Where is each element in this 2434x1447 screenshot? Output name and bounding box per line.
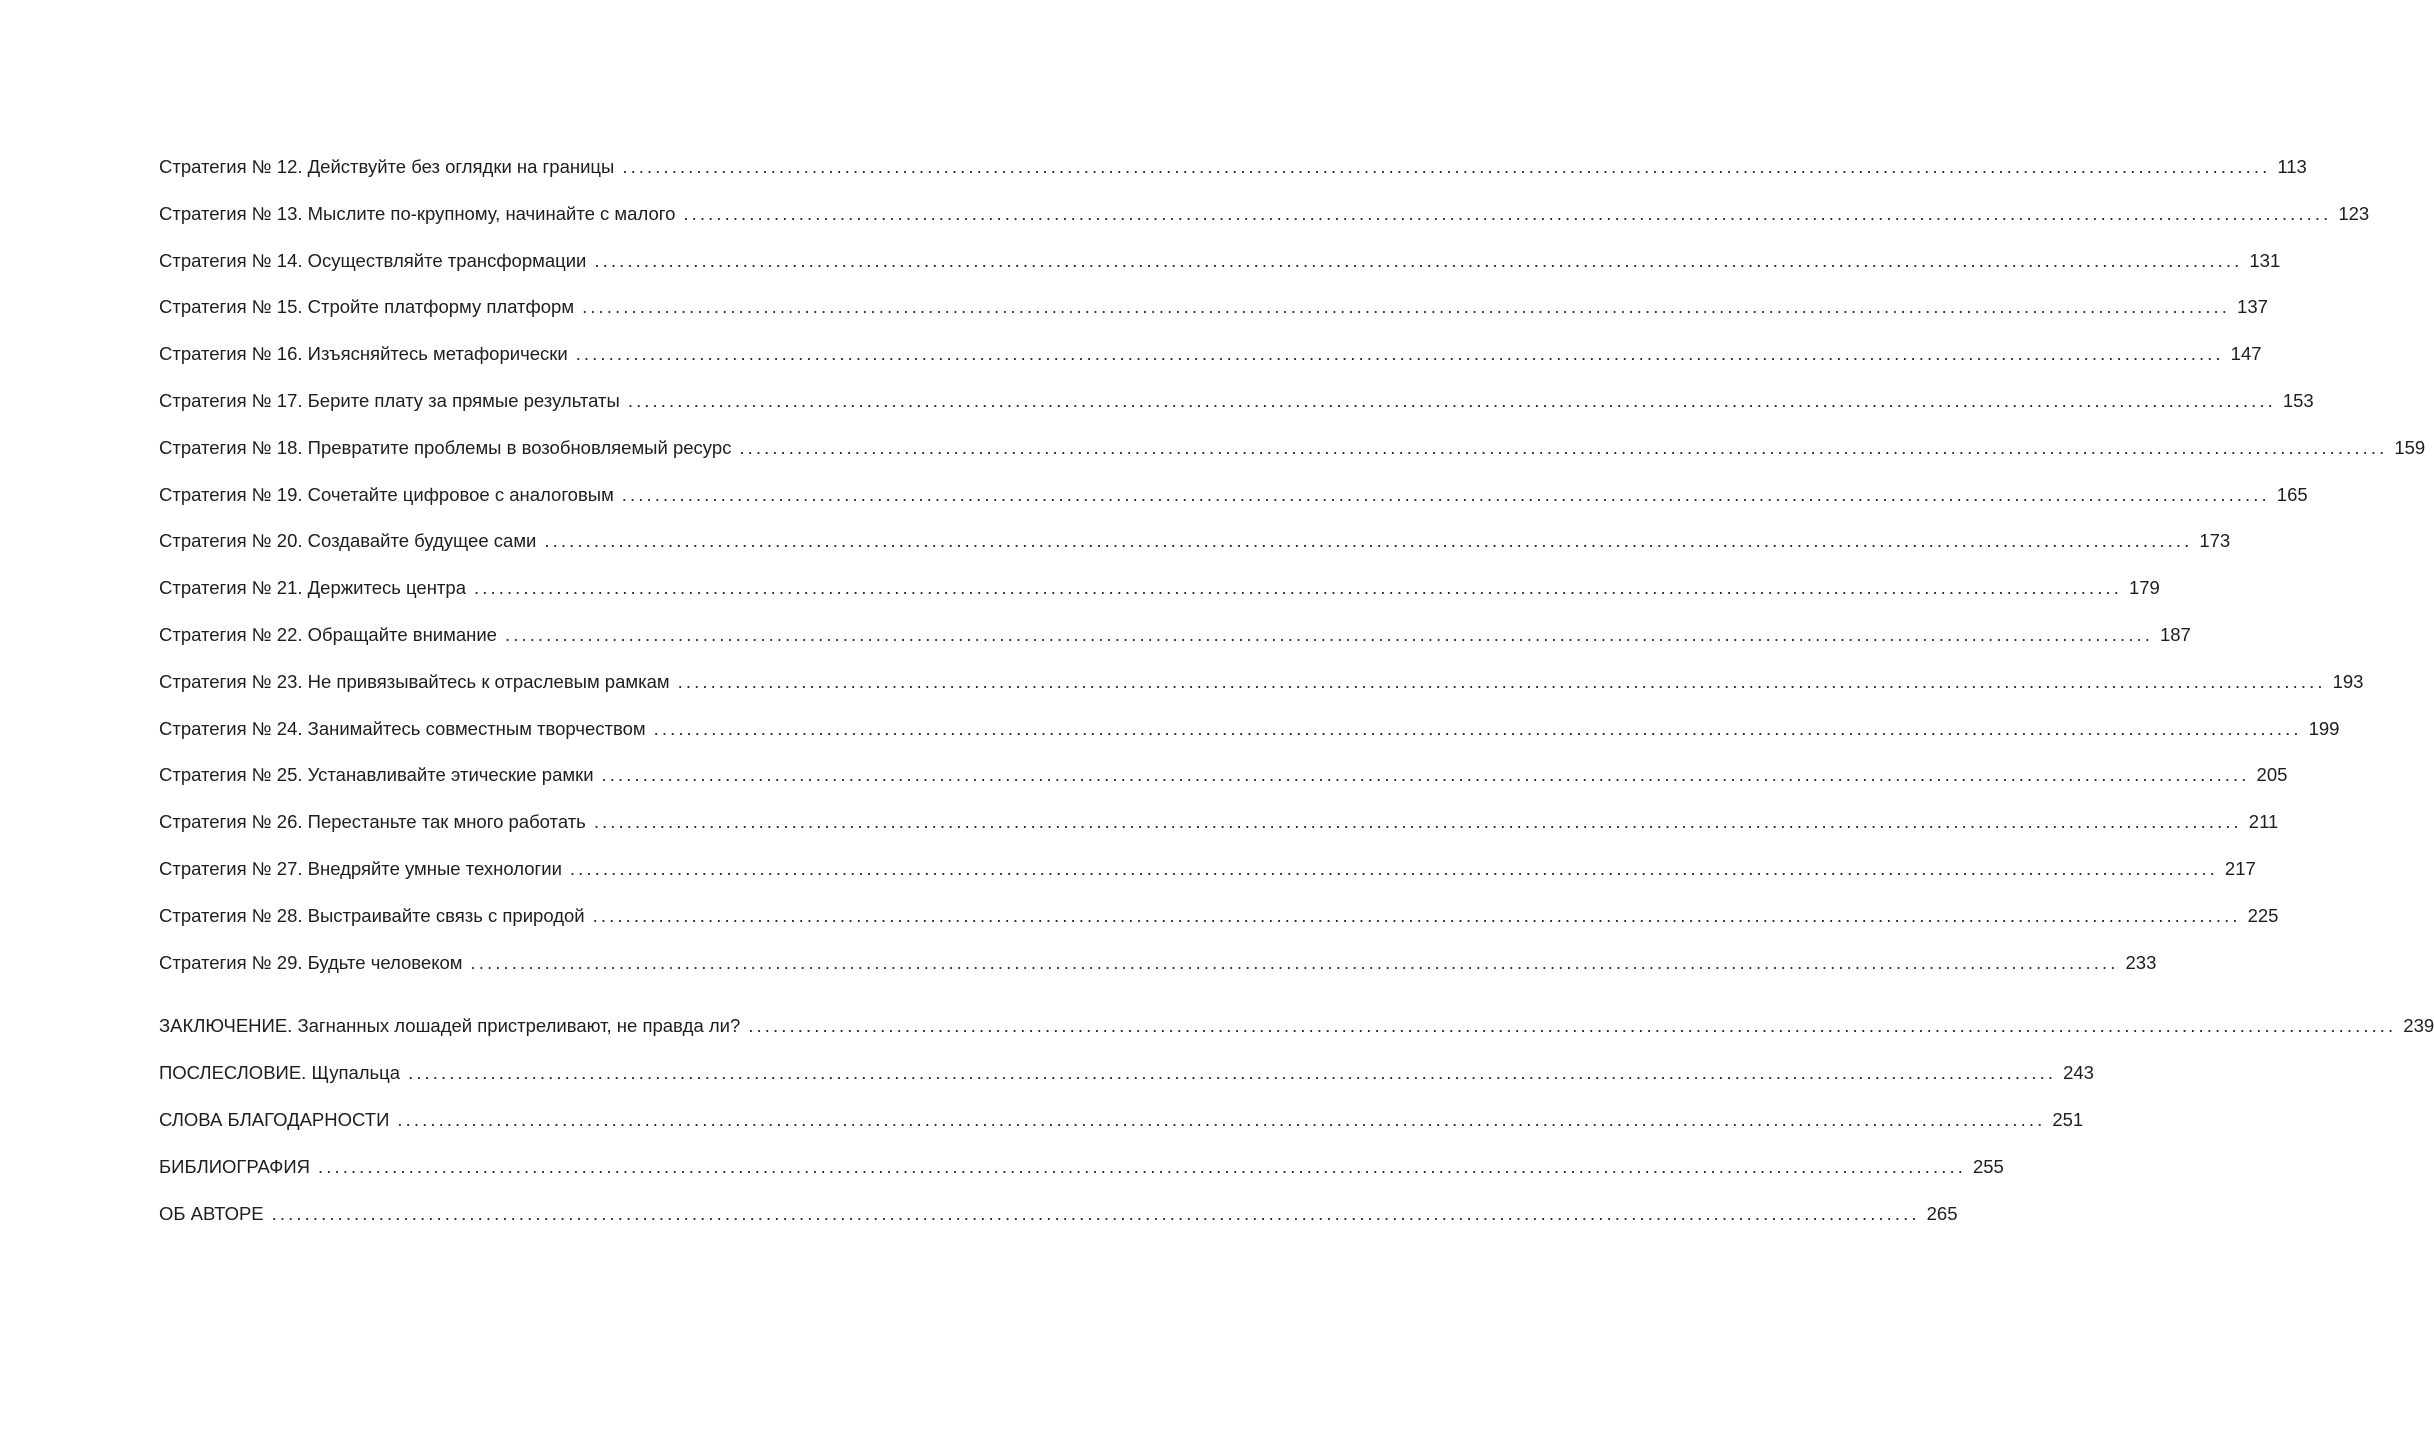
toc-entry-page: 239 [2403,1015,2434,1037]
toc-entry-page: 217 [2224,857,2256,879]
toc-entry-title: Стратегия № 26. Перестаньте так много работать [159,811,586,833]
toc-entry-title: ЗАКЛЮЧЕНИЕ. Загнанных лошадей пристреливают, не правда ли? [159,1015,741,1037]
toc-entry-afterword[interactable] [159,1059,2094,1106]
toc-entry-title: Стратегия № 24. Занимайтесь совместным творчеством [159,717,646,739]
dot-leader: ........................................................................................................................................................................................................ [408,1062,2057,1084]
toc-entry-title: Стратегия № 21. Держитесь центра [159,577,466,599]
toc-entry-title: БИБЛИОГРАФИЯ [159,1155,310,1177]
toc-entry-page: 173 [2199,530,2231,552]
table-of-contents [159,153,2434,1246]
section-gap [159,995,883,1012]
dot-leader: ........................................................................................................................................................................................................ [601,764,2250,786]
toc-entry-page: 113 [2277,156,2307,177]
toc-entry-strategy-24[interactable] [159,715,2340,762]
toc-entry-page: 205 [2256,764,2288,786]
toc-entry-page: 153 [2282,389,2314,411]
dot-leader: ........................................................................................................................................................................................................ [592,904,2241,926]
toc-entry-title: Стратегия № 29. Будьте человеком [159,951,463,973]
dot-leader: ........................................................................................................................................................................................................ [594,249,2243,271]
toc-entry-title: Стратегия № 15. Стройте платформу платформ [159,296,575,318]
toc-entry-title: Стратегия № 20. Создавайте будущее сами [159,530,537,552]
toc-entry-title: Стратегия № 27. Внедряйте умные технологии [159,857,562,879]
toc-entry-page: 211 [2248,811,2279,833]
toc-entry-title: Стратегия № 14. Осуществляйте трансформации [159,249,587,271]
toc-entry-page: 147 [2230,343,2262,365]
toc-entry-bibliography[interactable] [159,1153,2004,1200]
dot-leader: ........................................................................................................................................................................................................ [653,717,2302,739]
toc-entry-title: ПОСЛЕСЛОВИЕ. Щупальца [159,1062,401,1084]
toc-entry-about-author[interactable] [159,1200,1958,1247]
toc-entry-strategy-13[interactable] [159,200,2370,247]
dot-leader: ........................................................................................................................................................................................................ [621,483,2270,505]
toc-entry-page: 225 [2247,904,2279,926]
back-matter-section [159,1012,2434,1246]
dot-leader: ........................................................................................................................................................................................................ [627,389,2276,411]
toc-entry-title: Стратегия № 12. Действуйте без оглядки на границы [159,156,615,177]
toc-entry-strategy-27[interactable] [159,855,2256,902]
toc-entry-strategy-14[interactable] [159,247,2281,294]
dot-leader: ........................................................................................................................................................................................................ [544,530,2193,552]
dot-leader: ........................................................................................................................................................................................................ [593,811,2242,833]
toc-entry-title: Стратегия № 17. Берите плату за прямые результаты [159,389,620,411]
toc-entry-acknowledgements[interactable] [159,1106,2084,1153]
dot-leader: ........................................................................................................................................................................................................ [569,857,2218,879]
toc-entry-strategy-29[interactable] [159,949,2157,996]
toc-entry-conclusion[interactable] [159,1012,2434,1059]
toc-entry-title: Стратегия № 13. Мыслите по-крупному, начинайте с малого [159,202,676,224]
toc-entry-title: Стратегия № 25. Устанавливайте этические рамки [159,764,594,786]
toc-entry-strategy-19[interactable] [159,481,2308,528]
dot-leader: ........................................................................................................................................................................................................ [504,623,2153,645]
toc-entry-title: Стратегия № 19. Сочетайте цифровое с аналоговым [159,483,614,505]
toc-entry-page: 199 [2308,717,2340,739]
toc-entry-page: 193 [2332,670,2364,692]
toc-entry-title: Стратегия № 22. Обращайте внимание [159,623,497,645]
dot-leader: ........................................................................................................................................................................................................ [473,577,2122,599]
toc-entry-page: 187 [2159,623,2191,645]
strategies-section [159,153,2426,995]
toc-entry-page: 137 [2237,296,2268,318]
toc-entry-strategy-26[interactable] [159,808,2279,855]
dot-leader: ........................................................................................................................................................................................................ [739,436,2388,458]
dot-leader: ........................................................................................................................................................................................................ [582,296,2231,318]
toc-entry-page: 251 [2052,1108,2084,1130]
dot-leader: ........................................................................................................................................................................................................ [622,156,2271,177]
toc-entry-strategy-28[interactable] [159,902,2279,949]
toc-entry-page: 123 [2338,202,2370,224]
dot-leader: ........................................................................................................................................................................................................ [397,1108,2046,1130]
dot-leader: ........................................................................................................................................................................................................ [575,343,2224,365]
dot-leader: ........................................................................................................................................................................................................ [748,1015,2397,1037]
toc-entry-title: Стратегия № 18. Превратите проблемы в возобновляемый ресурс [159,436,732,458]
dot-leader: ........................................................................................................................................................................................................ [271,1202,1920,1224]
toc-entry-title: ОБ АВТОРЕ [159,1202,264,1224]
toc-entry-page: 159 [2394,436,2426,458]
toc-entry-strategy-12[interactable] [159,153,2307,200]
toc-entry-page: 243 [2063,1062,2094,1084]
toc-entry-page: 165 [2276,483,2308,505]
toc-entry-strategy-23[interactable] [159,668,2364,715]
toc-entry-strategy-20[interactable] [159,527,2231,574]
toc-entry-page: 265 [1926,1202,1958,1224]
toc-entry-title: СЛОВА БЛАГОДАРНОСТИ [159,1108,390,1130]
toc-entry-strategy-25[interactable] [159,761,2288,808]
dot-leader: ........................................................................................................................................................................................................ [683,202,2332,224]
toc-entry-strategy-17[interactable] [159,387,2314,434]
toc-entry-strategy-18[interactable] [159,434,2426,481]
dot-leader: ........................................................................................................................................................................................................ [317,1155,1966,1177]
toc-entry-page: 131 [2249,249,2281,271]
toc-entry-title: Стратегия № 23. Не привязывайтесь к отраслевым рамкам [159,670,670,692]
toc-entry-title: Стратегия № 28. Выстраивайте связь с природой [159,904,585,926]
dot-leader: ........................................................................................................................................................................................................ [677,670,2326,692]
toc-entry-page: 255 [1972,1155,2004,1177]
toc-entry-page: 233 [2125,951,2157,973]
toc-entry-page: 179 [2128,577,2160,599]
dot-leader: ........................................................................................................................................................................................................ [470,951,2119,973]
toc-entry-strategy-15[interactable] [159,293,2268,340]
toc-entry-strategy-16[interactable] [159,340,2262,387]
toc-entry-strategy-22[interactable] [159,621,2191,668]
toc-entry-strategy-21[interactable] [159,574,2160,621]
toc-entry-title: Стратегия № 16. Изъясняйтесь метафорически [159,343,568,365]
